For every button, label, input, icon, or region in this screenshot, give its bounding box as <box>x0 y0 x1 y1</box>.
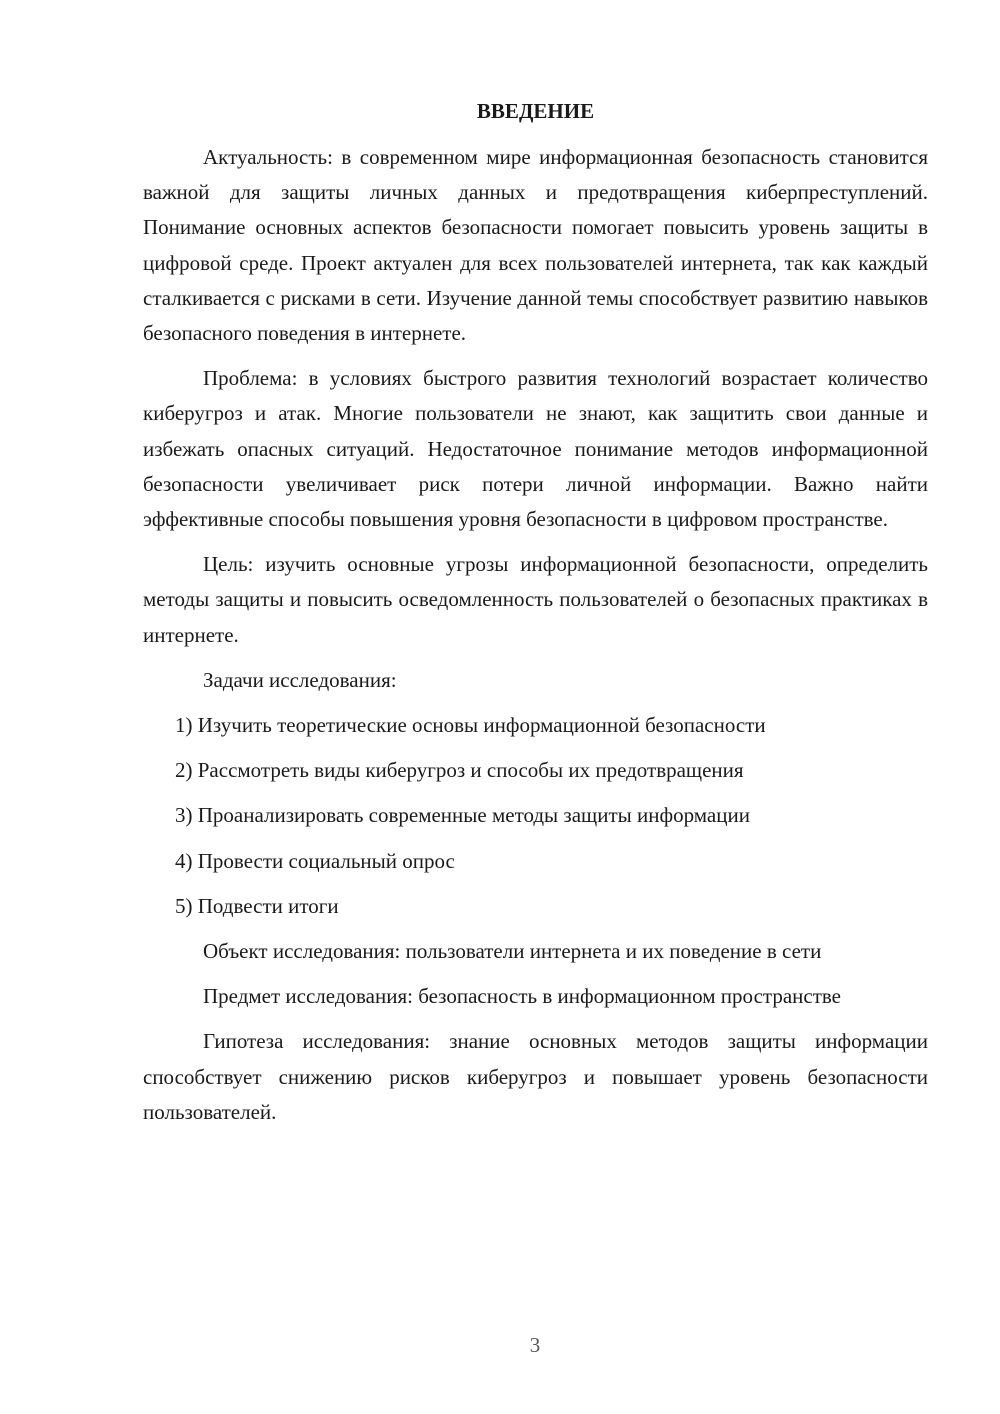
task-item: 5) Подвести итоги <box>175 893 339 918</box>
object-paragraph: Объект исследования: пользователи интернета и их поведение в сети <box>203 939 822 964</box>
subject-paragraph: Предмет исследования: безопасность в информационном пространстве <box>203 984 841 1009</box>
problem-paragraph: Проблема: в условиях быстрого развития технологий возрастает количество киберугроз и атак. Многие пользователи не знают, как защитить свои данные и избежать опасных ситуаций. Недостаточное понимание методов информационной безопасности увеличивает риск потери личной информации. Важно найти эффективные способы повышения уровня безопасности в цифровом пространстве. <box>143 366 928 532</box>
section-title: ВВЕДЕНИЕ <box>476 99 595 123</box>
task-item: 4) Провести социальный опрос <box>175 848 455 873</box>
document-page <box>143 96 928 1140</box>
hypothesis-paragraph: Гипотеза исследования: знание основных методов защиты информации способствует снижению рисков киберугроз и повышает уровень безопасности пользователей. <box>143 1029 928 1124</box>
task-item: 1) Изучить теоретические основы информационной безопасности <box>175 713 766 738</box>
task-item: 3) Проанализировать современные методы защиты информации <box>175 803 750 828</box>
goal-paragraph: Цель: изучить основные угрозы информационной безопасности, определить методы защиты и повысить осведомленность пользователей о безопасных практиках в интернете. <box>143 552 928 647</box>
task-item: 2) Рассмотреть виды киберугроз и способы их предотвращения <box>175 758 744 783</box>
page-number: 3 <box>529 1333 541 1357</box>
tasks-list <box>143 708 928 924</box>
relevance-paragraph: Актуальность: в современном мире информационная безопасность становится важной для защиты личных данных и предотвращения киберпреступлений. Понимание основных аспектов безопасности помогает повысить уровень защиты в цифровой среде. Проект актуален для всех пользователей интернета, так как каждый сталкивается с рисками в сети. Изучение данной темы способствует развитию навыков безопасного поведения в интернете. <box>143 145 928 346</box>
tasks-heading: Задачи исследования: <box>203 667 397 692</box>
